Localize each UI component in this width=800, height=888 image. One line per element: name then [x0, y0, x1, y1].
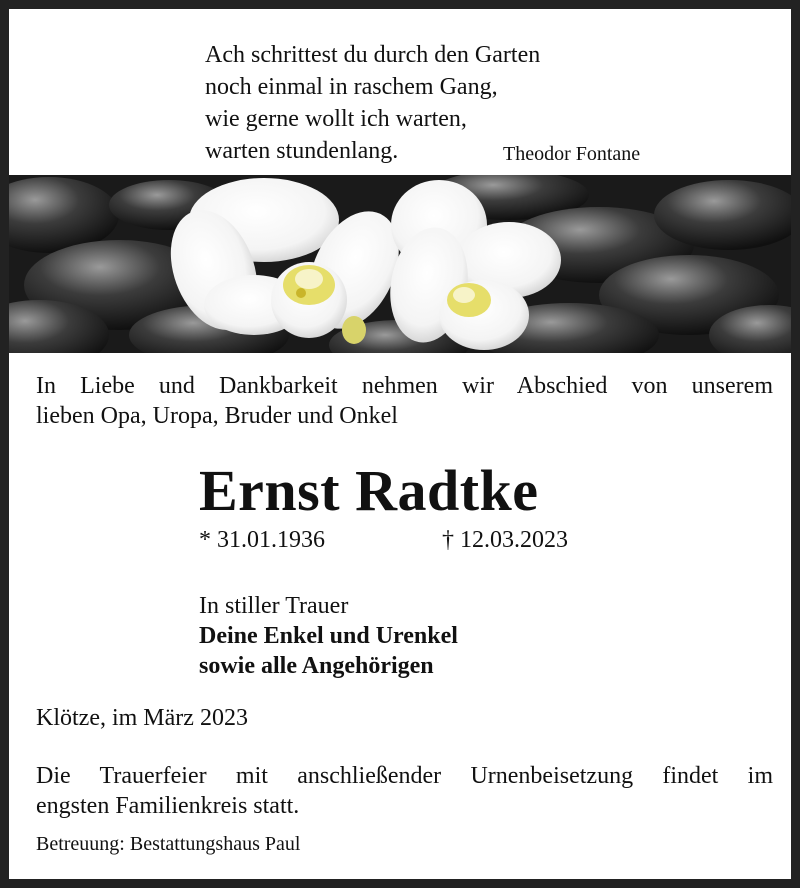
deceased-name: Ernst Radtke: [199, 458, 539, 523]
ceremony-line: engsten Familienkreis statt.: [36, 793, 300, 819]
orchid-photo: [9, 175, 791, 353]
farewell-intro-line: lieben Opa, Uropa, Bruder und Onkel: [36, 403, 398, 429]
mourner-line: Deine Enkel und Urenkel: [199, 623, 458, 649]
ceremony-notice: [36, 761, 773, 821]
death-date: † 12.03.2023: [442, 527, 568, 553]
poem-line: noch einmal in raschem Gang,: [205, 74, 498, 100]
place-date: Klötze, im März 2023: [36, 705, 248, 731]
poem-line: Ach schrittest du durch den Garten: [205, 42, 541, 68]
mourners: [199, 591, 458, 681]
ceremony-line: Die Trauerfeier mit anschließender Urnenbeisetzung findet im: [36, 763, 773, 789]
mourner-line: sowie alle Angehörigen: [199, 653, 434, 679]
poem-line: warten stundenlang.: [205, 138, 399, 164]
farewell-intro: [36, 371, 773, 431]
birth-date: * 31.01.1936: [199, 527, 325, 553]
orchid-image-icon: [9, 175, 791, 353]
poem-author: Theodor Fontane: [503, 143, 641, 165]
funeral-home: Betreuung: Bestattungshaus Paul: [36, 833, 301, 855]
mourning-intro: In stiller Trauer: [199, 593, 349, 619]
poem: [205, 39, 685, 167]
poem-line: wie gerne wollt ich warten,: [205, 106, 467, 132]
farewell-intro-line: In Liebe und Dankbarkeit nehmen wir Abschied von unserem: [36, 373, 773, 399]
